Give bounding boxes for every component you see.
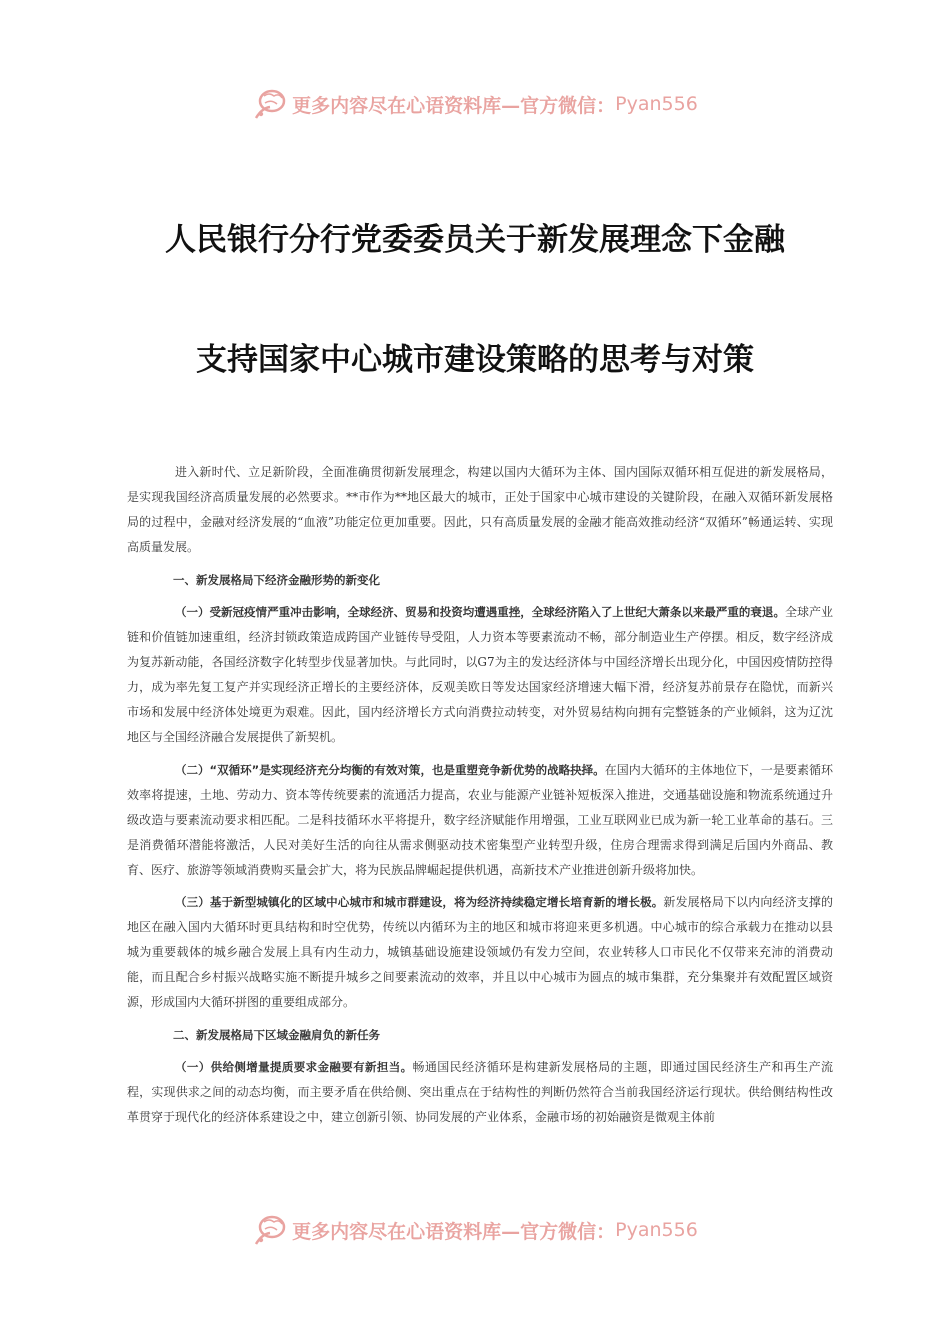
document-title-line-2: 支持国家中心城市建设策略的思考与对策 [196, 342, 754, 378]
document-title-line-1: 人民银行分行党委委员关于新发展理念下金融 [165, 222, 785, 258]
section-heading-1: 一、新发展格局下经济金融形势的新变化 [173, 572, 380, 587]
paragraph-4-text: 畅通国民经济循环是构建新发展格局的主题，即通过国民经济生产和再生产流程，实现供求之间的动态均衡，而主要矛盾在供给侧、突出重点在于结构性的判断仍然符合当前我国经济运行现状。供给侧结构性改革贯穿于现代化的经济体系建设之中，建立创新引领、协同发展的产业体系，金融市场的初始融资是微观主体前 [127, 1060, 833, 1124]
paragraph-2 [127, 758, 833, 883]
brain-logo-icon [252, 1212, 288, 1248]
watermark-text: 更多内容尽在心语资料库—官方微信： [292, 1220, 616, 1243]
watermark-text: 更多内容尽在心语资料库—官方微信： [292, 94, 616, 117]
watermark-wechat-id: Pyan556 [615, 1219, 698, 1241]
watermark-wechat-id: Pyan556 [615, 93, 698, 115]
paragraph-4-lead: （一）供给侧增量提质要求金融要有新担当。 [175, 1060, 413, 1074]
paragraph-3-text: 新发展格局下以内向经济支撑的地区在融入国内大循环时更具结构和时空优势，传统以内循环为主的地区和城市将迎来更多机遇。中心城市的综合承载力在推动以县城为重要载体的城乡融合发展上具有内生动力，城镇基础设施建设领域仍有发力空间，农业转移人口市民化不仅带来充沛的消费动能，而且配合乡村振兴战略实施不断提升城乡之间要素流动的效率，并且以中心城市为圆点的城市集群，充分集聚并有效配置区域资源，形成国内大循环拼图的重要组成部分。 [127, 895, 833, 1009]
watermark-bottom [0, 1210, 950, 1250]
paragraph-1-text: 全球产业链和价值链加速重组，经济封锁政策造成跨国产业链传导受阻，人力资本等要素流动不畅，部分制造业生产停摆。相反，数字经济成为复苏新动能，各国经济数字化转型步伐显著加快。与此同时，以G7为主的发达经济体与中国经济增长出现分化，中国因疫情防控得力，成为率先复工复产并实现经济正增长的主要经济体，反观美欧日等发达国家经济增速大幅下滑，经济复苏前景存在隐忧，而新兴市场和发展中经济体处境更为艰难。因此，国内经济增长方式向消费拉动转变，对外贸易结构向拥有完整链条的产业倾斜，这为辽沈地区与全国经济融合发展提供了新契机。 [127, 605, 833, 744]
paragraph-2-lead: （二）“双循环”是实现经济充分均衡的有效对策，也是重塑竞争新优势的战略抉择。 [175, 762, 605, 777]
paragraph-3-lead: （三）基于新型城镇化的区域中心城市和城市群建设，将为经济持续稳定增长培育新的增长极。 [175, 895, 664, 909]
section-heading-2: 二、新发展格局下区域金融肩负的新任务 [173, 1027, 380, 1042]
paragraph-3 [127, 890, 833, 1015]
watermark-top [0, 84, 950, 124]
document-body [127, 460, 833, 1138]
paragraph-1 [127, 600, 833, 750]
paragraph-1-lead: （一）受新冠疫情严重冲击影响，全球经济、贸易和投资均遭遇重挫，全球经济陷入了上世纪大萧条以来最严重的衰退。 [175, 605, 785, 619]
paragraph-4 [127, 1055, 833, 1130]
intro-paragraph: 进入新时代、立足新阶段，全面准确贯彻新发展理念，构建以国内大循环为主体、国内国际双循环相互促进的新发展格局，是实现我国经济高质量发展的必然要求。**市作为**地区最大的城市，正处于国家中心城市建设的关键阶段，在融入双循环新发展格局的过程中，金融对经济发展的“血液”功能定位更加重要。因此，只有高质量发展的金融才能高效推动经济“双循环”畅通运转、实现高质量发展。 [127, 465, 833, 554]
brain-logo-icon [252, 86, 288, 122]
paragraph-2-text: 在国内大循环的主体地位下，一是要素循环效率将提速，土地、劳动力、资本等传统要素的流通活力提高，农业与能源产业链补短板深入推进，交通基础设施和物流系统通过升级改造与要素流动要求相匹配。二是科技循环水平将提升，数字经济赋能作用增强，工业互联网业已成为新一轮工业革命的基石。三是消费循环潜能将激活，人民对美好生活的向往从需求侧驱动技术密集型产业转型升级，住房合理需求得到满足后国内外商品、教育、医疗、旅游等领域消费购买量会扩大，将为民族品牌崛起提供机遇，高新技术产业推进创新升级将加快。 [127, 762, 833, 877]
